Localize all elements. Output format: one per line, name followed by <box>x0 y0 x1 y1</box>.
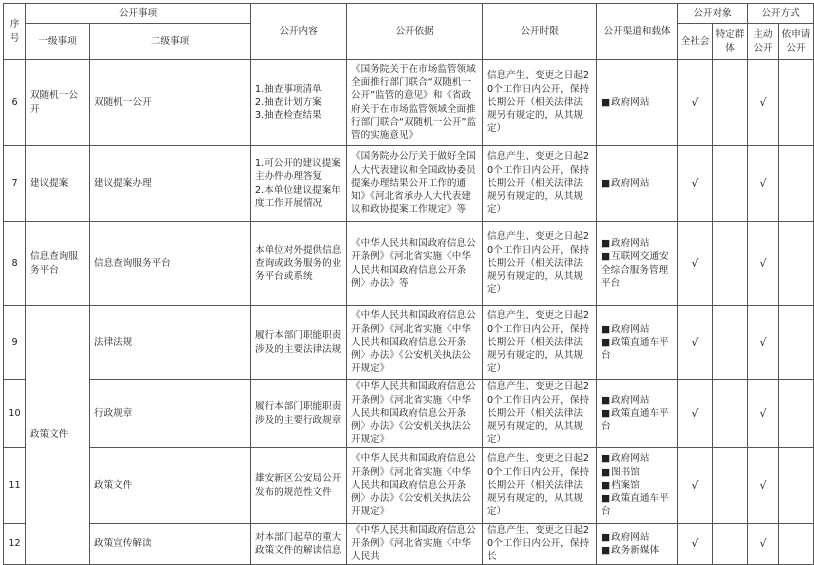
header-seq: 序号 <box>4 4 26 60</box>
check-on-request <box>779 222 814 306</box>
row-channels <box>597 380 678 448</box>
row-basis: 《国务院关于在市场监管领域全面推行部门联合“双随机一公开”监管的意见》和《省政府关于在市场监管领域全面推行部门联合“双随机一公开”监管的实施意见》 <box>347 60 483 146</box>
row-level2: 政策文件 <box>90 448 251 524</box>
check-active: √ <box>748 448 779 524</box>
check-on-request <box>779 60 814 146</box>
header-level1: 一级事项 <box>26 24 90 60</box>
table-row <box>4 222 814 306</box>
row-content: 履行本部门职能职责涉及的主要法律法规 <box>251 306 347 380</box>
row-content: 雄安新区公安局公开发布的规范性文件 <box>251 448 347 524</box>
header-basis: 公开依据 <box>347 4 483 60</box>
row-basis: 《中华人民共和国政府信息公开条例》《河北省实施〈中华人民共和国政府信息公开条例〉办法》《公安机关执法公开规定》 <box>347 448 483 524</box>
row-channels <box>597 146 678 222</box>
header-audience: 公开对象 <box>678 4 748 24</box>
channel-item: ■ 政府网站 <box>601 177 673 190</box>
channel-item: ■ 政府网站 <box>601 452 673 465</box>
row-basis: 《国务院办公厅关于做好全国人大代表建议和全国政协委员提案办理结果公开工作的通知》《河北省承办人大代表建议和政协提案工作规定》等 <box>347 146 483 222</box>
check-on-request <box>779 306 814 380</box>
row-basis: 《中华人民共和国政府信息公开条例》《河北省实施〈中华人民共和国政府信息公开条例〉办法》《公安机关执法公开规定》 <box>347 306 483 380</box>
check-on-request <box>779 524 814 565</box>
check-on-request <box>779 448 814 524</box>
check-active: √ <box>748 380 779 448</box>
row-channels <box>597 306 678 380</box>
check-whole-society: √ <box>678 524 713 565</box>
check-active: √ <box>748 524 779 565</box>
header-method: 公开方式 <box>748 4 814 24</box>
check-active: √ <box>748 306 779 380</box>
check-whole-society: √ <box>678 306 713 380</box>
channel-item: ■ 档案馆 <box>601 479 673 492</box>
header-time: 公开时限 <box>483 4 597 60</box>
header-whole-society: 全社会 <box>678 24 713 60</box>
check-whole-society: √ <box>678 60 713 146</box>
row-content: 1.可公开的建议提案主办件办理答复 2.本单位建议提案年度工作开展情况 <box>251 146 347 222</box>
channel-item: ■ 互联网交通安全综合服务管理平台 <box>601 250 673 290</box>
row-level2: 建议提案办理 <box>90 146 251 222</box>
check-specific-group <box>713 524 748 565</box>
channel-item: ■ 政府网站 <box>601 237 673 250</box>
header-public-items: 公开事项 <box>26 4 251 24</box>
row-seq: 7 <box>4 146 26 222</box>
row-channels <box>597 60 678 146</box>
check-specific-group <box>713 380 748 448</box>
check-specific-group <box>713 60 748 146</box>
row-content: 本单位对外提供信息查询或政务服务的业务平台或系统 <box>251 222 347 306</box>
channel-item: ■ 政府网站 <box>601 394 673 407</box>
header-on-request: 依申请公开 <box>779 24 814 60</box>
row-content: 1.抽查事项清单 2.抽查计划方案 3.抽查检查结果 <box>251 60 347 146</box>
row-time: 信息产生、变更之日起20个工作日内公开，保持长期公开（相关法律法规另有规定的，从其规定） <box>483 306 597 380</box>
check-specific-group <box>713 448 748 524</box>
row-time: 信息产生、变更之日起20个工作日内公开，保持长期公开（相关法律法规另有规定的，从其规定） <box>483 380 597 448</box>
channel-item: ■ 政务新媒体 <box>601 544 673 557</box>
row-level1-group: 政策文件 <box>26 306 90 565</box>
check-on-request <box>779 146 814 222</box>
row-channels <box>597 448 678 524</box>
channel-item: ■ 政策直通车平台 <box>601 336 673 362</box>
channel-item: ■ 政府网站 <box>601 323 673 336</box>
check-whole-society: √ <box>678 222 713 306</box>
row-seq: 12 <box>4 524 26 565</box>
row-level1: 信息查询服务平台 <box>26 222 90 306</box>
header-active: 主动公开 <box>748 24 779 60</box>
channel-item: ■ 政策直通车平台 <box>601 407 673 433</box>
row-seq: 9 <box>4 306 26 380</box>
check-specific-group <box>713 222 748 306</box>
row-level2: 行政规章 <box>90 380 251 448</box>
check-active: √ <box>748 222 779 306</box>
row-basis: 《中华人民共和国政府信息公开条例》《河北省实施〈中华人民共和国政府信息公开条例〉办法》《公安机关执法公开规定》 <box>347 380 483 448</box>
row-level2: 政策宣传解读 <box>90 524 251 565</box>
table-row <box>4 60 814 146</box>
table-row <box>4 524 814 565</box>
row-level1: 双随机一公开 <box>26 60 90 146</box>
table-row <box>4 306 814 380</box>
row-time: 信息产生、变更之日起20个工作日内公开，保持长期公开（相关法律法规另有规定的，从其规定） <box>483 222 597 306</box>
table-row <box>4 380 814 448</box>
row-basis: 《中华人民共和国政府信息公开条例》《河北省实施〈中华人民共和国政府信息公开条例〉办法》等 <box>347 222 483 306</box>
check-specific-group <box>713 306 748 380</box>
check-whole-society: √ <box>678 146 713 222</box>
row-seq: 8 <box>4 222 26 306</box>
row-level1: 建议提案 <box>26 146 90 222</box>
table-row <box>4 146 814 222</box>
row-time: 信息产生、变更之日起20个工作日内公开，保持长期公开（相关法律法规另有规定的，从其规定） <box>483 60 597 146</box>
row-seq: 11 <box>4 448 26 524</box>
disclosure-table <box>3 3 814 565</box>
row-level2: 法律法规 <box>90 306 251 380</box>
channel-item: ■ 图书馆 <box>601 466 673 479</box>
header-specific-group: 特定群体 <box>713 24 748 60</box>
row-content: 对本部门起草的重大政策文件的解读信息 <box>251 524 347 565</box>
row-time: 信息产生、变更之日起20个工作日内公开，保持长期公开（相关法律法规另有规定的，从其规定） <box>483 448 597 524</box>
row-channels <box>597 524 678 565</box>
table-row <box>4 448 814 524</box>
header-level2: 二级事项 <box>90 24 251 60</box>
row-seq: 10 <box>4 380 26 448</box>
table-body <box>4 60 814 565</box>
row-seq: 6 <box>4 60 26 146</box>
check-active: √ <box>748 60 779 146</box>
row-channels <box>597 222 678 306</box>
check-whole-society: √ <box>678 448 713 524</box>
channel-item: ■ 政府网站 <box>601 96 673 109</box>
header-channel: 公开渠道和载体 <box>597 4 678 60</box>
row-time: 信息产生、变更之日起20个工作日内公开，保持长期公开（相关法律法规另有规定的，从其规定） <box>483 146 597 222</box>
row-content: 履行本部门职能职责涉及的主要行政规章 <box>251 380 347 448</box>
row-level2: 信息查询服务平台 <box>90 222 251 306</box>
channel-item: ■ 政府网站 <box>601 531 673 544</box>
row-basis: 《中华人民共和国政府信息公开条例》《河北省实施〈中华人民共 <box>347 524 483 565</box>
channel-item: ■ 政策直通车平台 <box>601 492 673 518</box>
header-content: 公开内容 <box>251 4 347 60</box>
row-level2: 双随机一公开 <box>90 60 251 146</box>
check-whole-society: √ <box>678 380 713 448</box>
row-time: 信息产生、变更之日起20个工作日内公开，保持长 <box>483 524 597 565</box>
check-on-request <box>779 380 814 448</box>
check-active: √ <box>748 146 779 222</box>
check-specific-group <box>713 146 748 222</box>
